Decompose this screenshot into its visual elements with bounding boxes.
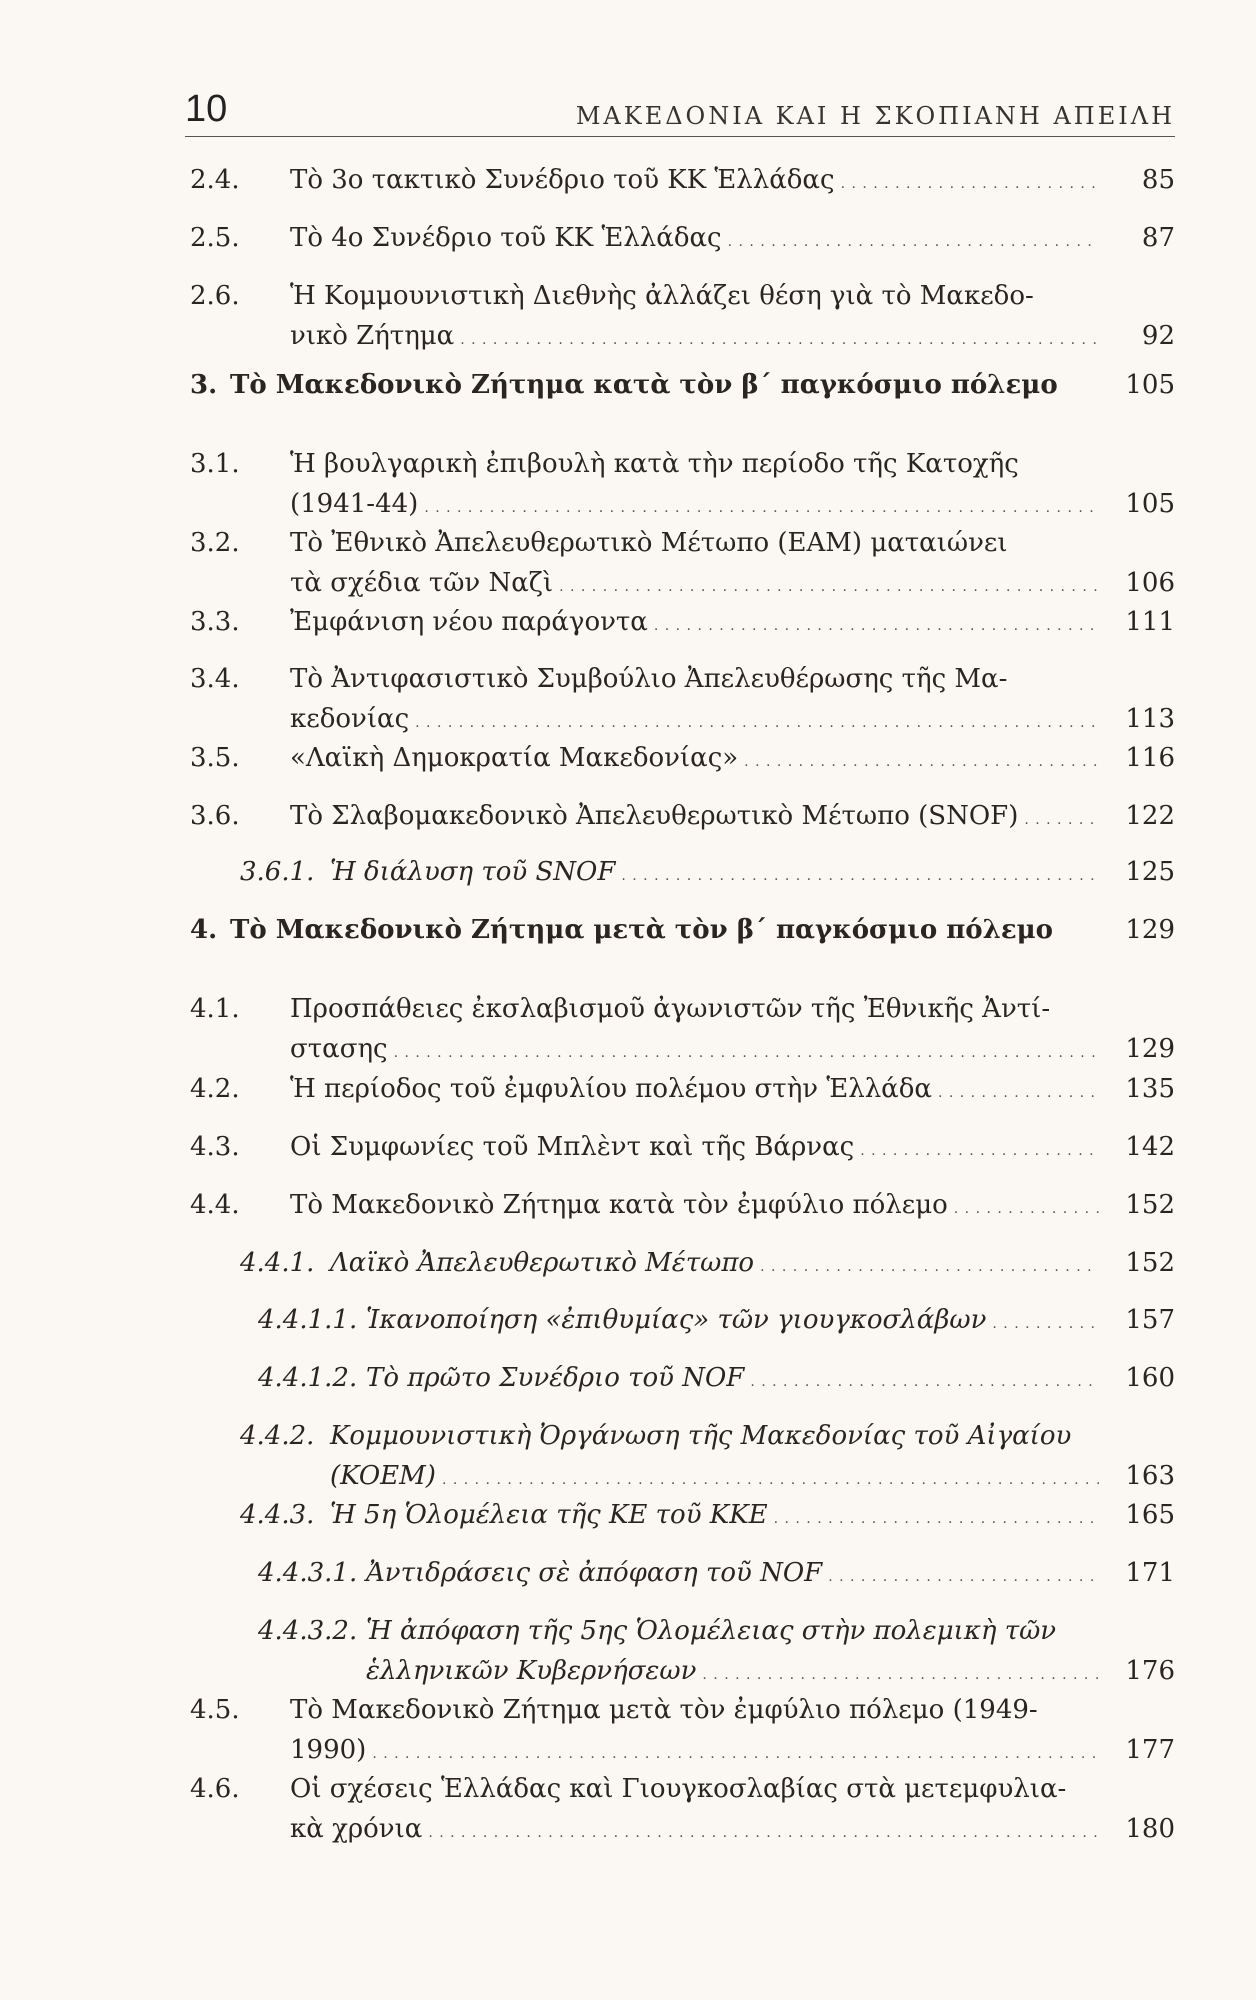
toc-entry-title-line: Ἡ διάλυση τοῦ SNOF — [330, 857, 616, 887]
dot-leader — [760, 1243, 1099, 1287]
toc-entry-page: 135 — [1125, 1074, 1175, 1104]
toc-entry-number: 2.5. — [190, 223, 240, 253]
toc-entry-title-line: Τὸ Ἀντιφασιστικὸ Συμβούλιο Ἀπελευθέρωσης τῆς Μα- — [290, 664, 1008, 694]
toc-entry-number: 4.3. — [190, 1132, 240, 1162]
toc-entry-title-line: Τὸ Μακεδονικὸ Ζήτημα μετὰ τὸν ἐμφύλιο πόλεμο (1949- — [290, 1695, 1038, 1725]
toc-entry-number: 2.6. — [190, 281, 240, 311]
toc-entry — [258, 1358, 1175, 1398]
toc-entry — [190, 1127, 1175, 1167]
toc-entry-number: 3.2. — [190, 528, 240, 558]
toc-entry-title-line: κεδονίας — [290, 704, 410, 734]
toc-entry-number: 4.6. — [190, 1774, 240, 1804]
toc-entry-number: 4.4.1. — [240, 1248, 315, 1278]
page-header — [185, 88, 1175, 137]
toc-entry-page: 106 — [1125, 568, 1175, 598]
toc-entry-title-line: «Λαϊκὴ Δημοκρατία Μακεδονίας» — [290, 743, 739, 773]
toc-entry-title-line: Ἡ περίοδος τοῦ ἐμφυλίου πολέμου στὴν Ἑλλάδα — [290, 1074, 932, 1104]
toc-entry — [240, 852, 1175, 892]
toc-entry — [240, 1416, 1175, 1496]
toc-entry-number: 3.3. — [190, 607, 240, 637]
toc-entry-page: 129 — [1125, 1034, 1175, 1064]
toc-entry-number: 4.4. — [190, 1190, 240, 1220]
toc-entry — [190, 989, 1175, 1069]
toc-entry — [190, 910, 1175, 950]
toc-entry-number: 3.6. — [190, 801, 240, 831]
toc-entry-title-line: Τὸ Μακεδονικὸ Ζήτημα κατὰ τὸν ἐμφύλιο πόλεμο — [290, 1190, 948, 1220]
toc-entry-number: 4.1. — [190, 994, 240, 1024]
toc-entry-page: 163 — [1125, 1461, 1175, 1491]
toc-entry-number: 4.2. — [190, 1074, 240, 1104]
toc-entry-title-line: Τὸ 3ο τακτικὸ Συνέδριο τοῦ ΚΚ Ἑλλάδας — [290, 165, 835, 195]
toc-entry — [190, 365, 1175, 405]
dot-leader — [728, 218, 1099, 262]
toc-entry-title-line: στασης — [290, 1034, 388, 1064]
toc-entry-title-line: Ἐμφάνιση νέου παράγοντα — [290, 607, 648, 637]
toc-entry-page: 165 — [1125, 1500, 1175, 1530]
toc-entry-title-line: Ἡ ἀπόφαση τῆς 5ης Ὁλομέλειας στὴν πολεμικὴ τῶν — [366, 1616, 1057, 1646]
toc-entry — [190, 1185, 1175, 1225]
toc-entry-title-line: Κομμουνιστικὴ Ὀργάνωση τῆς Μακεδονίας τοῦ Αἰγαίου — [330, 1421, 1072, 1451]
toc-entry — [190, 1069, 1175, 1109]
toc-entry-title-line: νικὸ Ζήτημα — [290, 321, 455, 351]
dot-leader — [621, 852, 1099, 896]
dot-leader — [415, 699, 1099, 743]
dot-leader — [1024, 796, 1099, 840]
toc-entry-page: 129 — [1125, 915, 1175, 945]
toc-entry — [258, 1553, 1175, 1593]
toc-entry-page: 92 — [1141, 321, 1175, 351]
toc-entry-title-line: 1990) — [290, 1735, 367, 1765]
toc-entry — [190, 738, 1175, 778]
toc-entry — [190, 276, 1175, 356]
toc-entry-number: 4.4.3.1. — [258, 1558, 358, 1588]
page-number: 10 — [185, 88, 228, 130]
dot-leader — [954, 1185, 1099, 1229]
toc-entry-page: 157 — [1125, 1305, 1175, 1335]
toc-entry-number: 4.4.1.2. — [258, 1363, 358, 1393]
toc-entry-title-line: Ἀντιδράσεις σὲ ἀπόφαση τοῦ NOF — [366, 1558, 823, 1588]
toc-entry-title-line: Τὸ πρῶτο Συνέδριο τοῦ NOF — [366, 1363, 745, 1393]
dot-leader — [559, 563, 1099, 607]
toc-entry — [240, 1243, 1175, 1283]
toc-entry — [190, 1769, 1175, 1849]
toc-entry-number: 4. — [190, 915, 218, 945]
toc-entry-title-line: ἑλληνικῶν Κυβερνήσεων — [366, 1656, 697, 1686]
toc-entry-title-line: Οἱ Συμφωνίες τοῦ Μπλὲντ καὶ τῆς Βάρνας — [290, 1132, 855, 1162]
dot-leader — [654, 602, 1099, 646]
toc-entry-title-line: Ἡ βουλγαρικὴ ἐπιβουλὴ κατὰ τὴν περίοδο τῆς Κατοχῆς — [290, 449, 1019, 479]
toc-entry — [190, 1690, 1175, 1770]
toc-entry-page: 176 — [1125, 1656, 1175, 1686]
toc-entry-title-line: Τὸ Ἐθνικὸ Ἀπελευθερωτικὸ Μέτωπο (ΕΑΜ) ματαιώνει — [290, 528, 1008, 558]
toc-entry-page: 152 — [1125, 1190, 1175, 1220]
toc-entry-page: 87 — [1141, 223, 1175, 253]
toc-entry-title-line: Ἡ 5η Ὁλομέλεια τῆς ΚΕ τοῦ ΚΚΕ — [330, 1500, 768, 1530]
toc-entry-title-line: Τὸ 4ο Συνέδριο τοῦ ΚΚ Ἑλλάδας — [290, 223, 722, 253]
toc-entry-page: 152 — [1125, 1248, 1175, 1278]
dot-leader — [744, 738, 1099, 782]
toc-entry-page: 177 — [1125, 1735, 1175, 1765]
dot-leader — [702, 1651, 1099, 1695]
toc-entry-number: 4.5. — [190, 1695, 240, 1725]
toc-entry-page: 142 — [1125, 1132, 1175, 1162]
toc-entry-page: 116 — [1125, 743, 1175, 773]
dot-leader — [460, 316, 1099, 360]
toc-entry-title-line: Ἡ Κομμουνιστικὴ Διεθνὴς ἀλλάζει θέση γιὰ τὸ Μακεδο- — [290, 281, 1034, 311]
toc-entry-number: 3. — [190, 370, 218, 400]
toc-entry — [190, 659, 1175, 739]
toc-entry-page: 171 — [1125, 1558, 1175, 1588]
toc-entry-page: 111 — [1125, 607, 1175, 637]
toc-entry-title-line: Ἱκανοποίηση «ἐπιθυμίας» τῶν γιουγκοσλάβων — [366, 1305, 987, 1335]
toc-entry-page: 125 — [1125, 857, 1175, 887]
toc-entry-title-line: τὰ σχέδια τῶν Ναζὶ — [290, 568, 554, 598]
toc-entry-number: 2.4. — [190, 165, 240, 195]
toc-entry — [190, 160, 1175, 200]
toc-entry-number: 4.4.3.2. — [258, 1616, 358, 1646]
toc-entry-title-line: Τὸ Μακεδονικὸ Ζήτημα κατὰ τὸν β΄ παγκόσμιο πόλεμο — [230, 370, 1058, 400]
toc-entry-title-line: (1941-44) — [290, 489, 419, 519]
dot-leader — [442, 1456, 1099, 1500]
toc-entry-number: 4.4.2. — [240, 1421, 315, 1451]
toc-entry-title-line: κὰ χρόνια — [290, 1814, 423, 1844]
dot-leader — [394, 1029, 1099, 1073]
toc-entry-page: 85 — [1141, 165, 1175, 195]
toc-entry-title-line: Τὸ Σλαβομακεδονικὸ Ἀπελευθερωτικὸ Μέτωπο (SNOF) — [290, 801, 1019, 831]
toc-entry-title-line: (KOEM) — [330, 1461, 436, 1491]
toc-entry-title-line: Προσπάθειες ἐκσλαβισμοῦ ἀγωνιστῶν τῆς Ἐθνικῆς Ἀντί- — [290, 994, 1051, 1024]
toc-entry-number: 3.5. — [190, 743, 240, 773]
toc-entry-number: 3.6.1. — [240, 857, 315, 887]
toc-entry-number: 3.1. — [190, 449, 240, 479]
dot-leader — [992, 1300, 1099, 1344]
dot-leader — [774, 1495, 1099, 1539]
toc-entry-number: 3.4. — [190, 664, 240, 694]
toc-entry-title-line: Τὸ Μακεδονικὸ Ζήτημα μετὰ τὸν β΄ παγκόσμιο πόλεμο — [230, 915, 1053, 945]
toc-entry-title-line: Λαϊκὸ Ἀπελευθερωτικὸ Μέτωπο — [330, 1248, 755, 1278]
dot-leader — [860, 1127, 1099, 1171]
toc-entry-title-line: Οἱ σχέσεις Ἑλλάδας καὶ Γιουγκοσλαβίας στὰ μετεμφυλια- — [290, 1774, 1067, 1804]
toc-entry — [240, 1495, 1175, 1535]
toc-entry — [190, 218, 1175, 258]
toc-entry-page: 180 — [1125, 1814, 1175, 1844]
running-title: ΜΑΚΕΔΟΝΙΑ ΚΑΙ Η ΣΚΟΠΙΑΝΗ ΑΠΕΙΛΗ — [575, 102, 1175, 130]
dot-leader — [372, 1730, 1099, 1774]
toc-entry — [258, 1300, 1175, 1340]
toc-entry-number: 4.4.3. — [240, 1500, 315, 1530]
dot-leader — [841, 160, 1099, 204]
dot-leader — [424, 484, 1099, 528]
dot-leader — [428, 1809, 1099, 1853]
dot-leader — [938, 1069, 1099, 1113]
toc-entry — [190, 444, 1175, 524]
toc-entry-page: 122 — [1125, 801, 1175, 831]
toc-entry-page: 105 — [1125, 370, 1175, 400]
toc-entry-page: 160 — [1125, 1363, 1175, 1393]
toc-entry — [190, 796, 1175, 836]
toc-entry-page: 105 — [1125, 489, 1175, 519]
toc-entry-number: 4.4.1.1. — [258, 1305, 358, 1335]
toc-entry — [258, 1611, 1175, 1691]
dot-leader — [828, 1553, 1099, 1597]
toc-entry — [190, 523, 1175, 603]
dot-leader — [750, 1358, 1099, 1402]
toc-entry-page: 113 — [1125, 704, 1175, 734]
toc-entry — [190, 602, 1175, 642]
